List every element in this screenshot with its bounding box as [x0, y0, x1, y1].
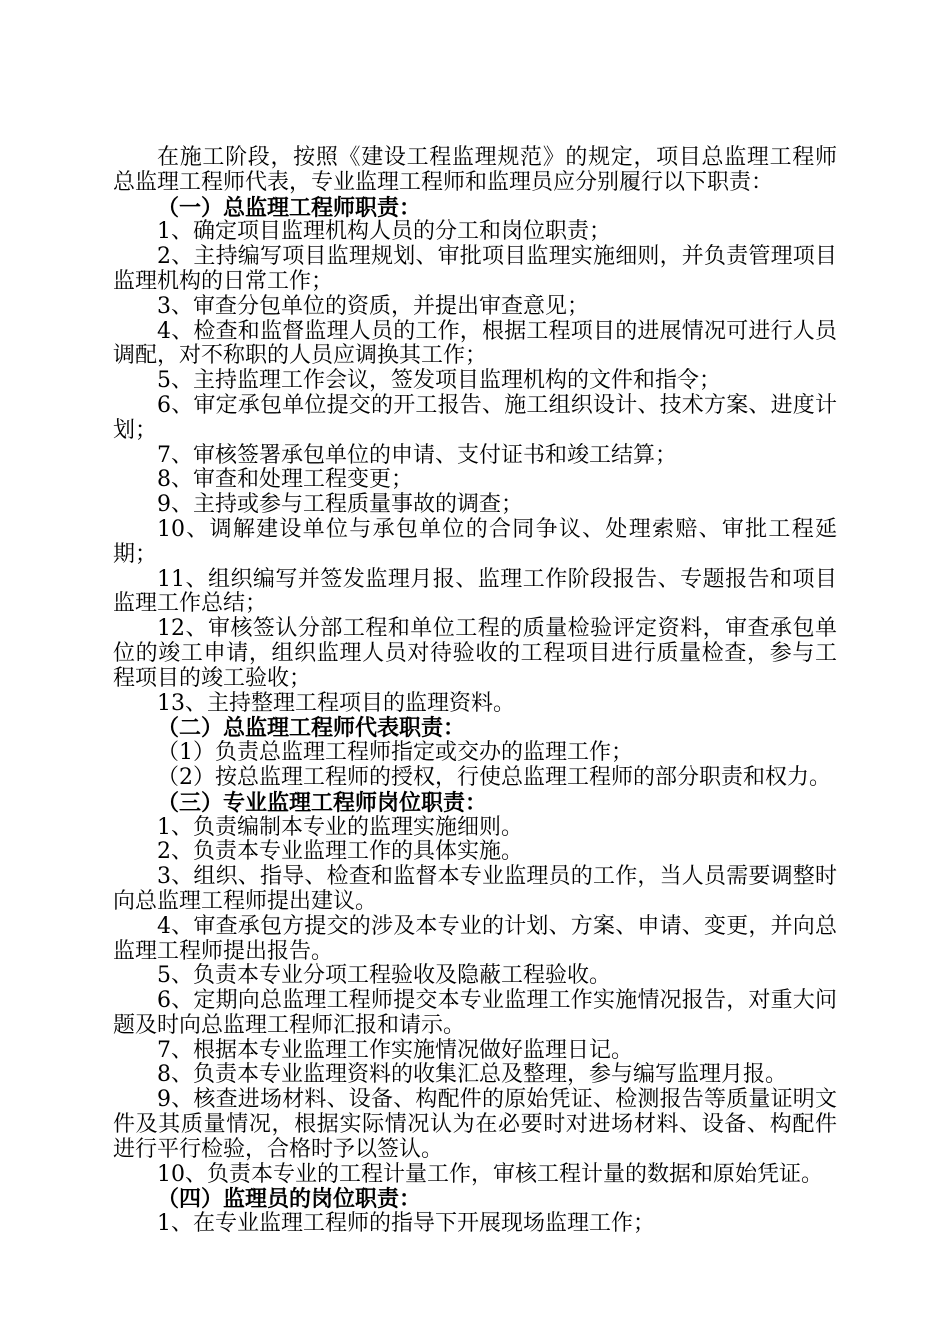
section-heading: （三）专业监理工程师岗位职责：: [157, 789, 488, 816]
list-item: 1、负责编制本专业的监理实施细则。: [157, 814, 523, 840]
list-item: 2、负责本专业监理工作的具体实施。: [157, 839, 523, 865]
list-item: 6、审定承包单位提交的开工报告、施工组织设计、技术方案、进度计划；: [113, 392, 837, 443]
list-item: 3、组织、指导、检查和监督本专业监理员的工作，当人员需要调整时向总监理工程师提出建议。: [113, 864, 837, 914]
list-item: 10、负责本专业的工程计量工作，审核工程计量的数据和原始凭证。: [157, 1161, 823, 1187]
list-item: 7、根据本专业监理工作实施情况做好监理日记。: [157, 1037, 633, 1063]
list-item: 5、主持监理工作会议，签发项目监理机构的文件和指令；: [157, 368, 721, 394]
list-item: 1、在专业监理工程师的指导下开展现场监理工作；: [157, 1211, 655, 1237]
section-heading: （四）监理员的岗位职责：: [157, 1186, 422, 1213]
list-item: 1、确定项目监理机构人员的分工和岗位职责；: [157, 219, 611, 245]
section-heading: （一）总监理工程师职责：: [157, 194, 422, 221]
list-item: 7、审核签署承包单位的申请、支付证书和竣工结算；: [157, 442, 677, 468]
list-item: 10、调解建设单位与承包单位的合同争议、处理索赔、审批工程延期；: [113, 516, 837, 567]
list-item: 13、主持整理工程项目的监理资料。: [157, 690, 515, 716]
list-item: 9、核查进场材料、设备、构配件的原始凭证、检测报告等质量证明文件及其质量情况，根据实际情况认为在必要时对进场材料、设备、构配件进行平行检验，合格时予以签认。: [113, 1087, 837, 1162]
document-page: [113, 146, 837, 1237]
list-item: 12、审核签认分部工程和单位工程的质量检验评定资料，审查承包单位的竣工申请，组织监理人员对待验收的工程项目进行质量检查，参与工程项目的竣工验收；: [113, 616, 837, 691]
list-item: 4、审查承包方提交的涉及本专业的计划、方案、申请、变更，并向总监理工程师提出报告。: [113, 913, 837, 964]
list-item: 9、主持或参与工程质量事故的调查；: [157, 492, 523, 518]
list-item: （1）负责总监理工程师指定或交办的监理工作；: [157, 740, 633, 766]
intro-paragraph: 在施工阶段，按照《建设工程监理规范》的规定，项目总监理工程师总监理工程师代表，专业监理工程师和监理员应分别履行以下职责：: [113, 145, 837, 195]
section-heading: （二）总监理工程师代表职责：: [157, 715, 466, 742]
list-item: 11、组织编写并签发监理月报、监理工作阶段报告、专题报告和项目监理工作总结；: [113, 566, 837, 617]
list-item: （2）按总监理工程师的授权，行使总监理工程师的部分职责和权力。: [157, 764, 831, 790]
list-item: 5、负责本专业分项工程验收及隐蔽工程验收。: [157, 963, 611, 989]
list-item: 4、检查和监督监理人员的工作，根据工程项目的进展情况可进行人员调配，对不称职的人员应调换其工作；: [113, 318, 837, 369]
list-item: 3、审查分包单位的资质，并提出审查意见；: [157, 293, 589, 319]
list-item: 8、审查和处理工程变更；: [157, 467, 413, 493]
list-item: 8、负责本专业监理资料的收集汇总及整理，参与编写监理月报。: [157, 1062, 787, 1088]
list-item: 2、主持编写项目监理规划、审批项目监理实施细则，并负责管理项目监理机构的日常工作；: [113, 244, 837, 294]
list-item: 6、定期向总监理工程师提交本专业监理工作实施情况报告，对重大问题及时向总监理工程师汇报和请示。: [113, 988, 837, 1038]
